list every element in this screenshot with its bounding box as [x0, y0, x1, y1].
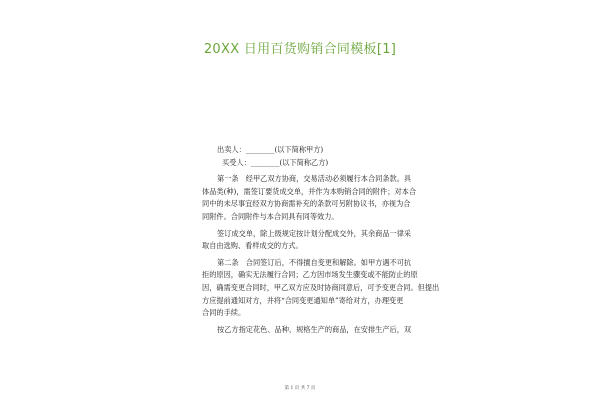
paragraph-line: 方应提前通知对方，并将“合同变更通知单”寄给对方，办理变更	[202, 295, 404, 305]
paragraph-line: 因，确需变更合同时，甲乙双方应及时协商同意后，可予变更合同。但提出	[202, 282, 440, 292]
paragraph-line: 按乙方指定花色、品种、规格生产的商品，在安排生产后，双	[217, 324, 412, 334]
buyer-line: 买受人：________(以下简称乙方)	[222, 157, 329, 167]
paragraph-line: 签订成交单，除上级规定按计划分配成交外，其余商品一律采	[217, 228, 412, 238]
paragraph-line: 取自由选购、看样成交的方式。	[202, 241, 303, 251]
paragraph-line: 体品类(种)，需签订要货成交单，并作为本购销合同的附件；对本合	[202, 186, 417, 196]
paragraph-line: 拒的原因，确实无法履行合同；乙方因市场发生骤变或不能防止的原	[202, 270, 418, 280]
paragraph-line: 同附件。合同附件与本合同具有同等效力。	[202, 211, 339, 221]
page-footer: 第 1 页 共 7 页	[284, 386, 316, 391]
contract-body	[202, 144, 440, 336]
seller-line: 出卖人：________(以下简称甲方)	[217, 145, 324, 154]
paragraph-line: 同中的未尽事宜经双方协商需补充的条款可另附协议书，亦视为合	[202, 199, 411, 209]
document-title: 20XX 日用百货购销合同模板[1]	[203, 42, 397, 57]
paragraph-line: 第二条 合同签订后，不得擅自变更和解除。如甲方遇不可抗	[217, 257, 412, 267]
paragraph-line: 合同的手续。	[202, 308, 246, 318]
paragraph-line: 第一条 经甲乙双方协商，交易活动必须履行本合同条款。具	[217, 174, 412, 184]
